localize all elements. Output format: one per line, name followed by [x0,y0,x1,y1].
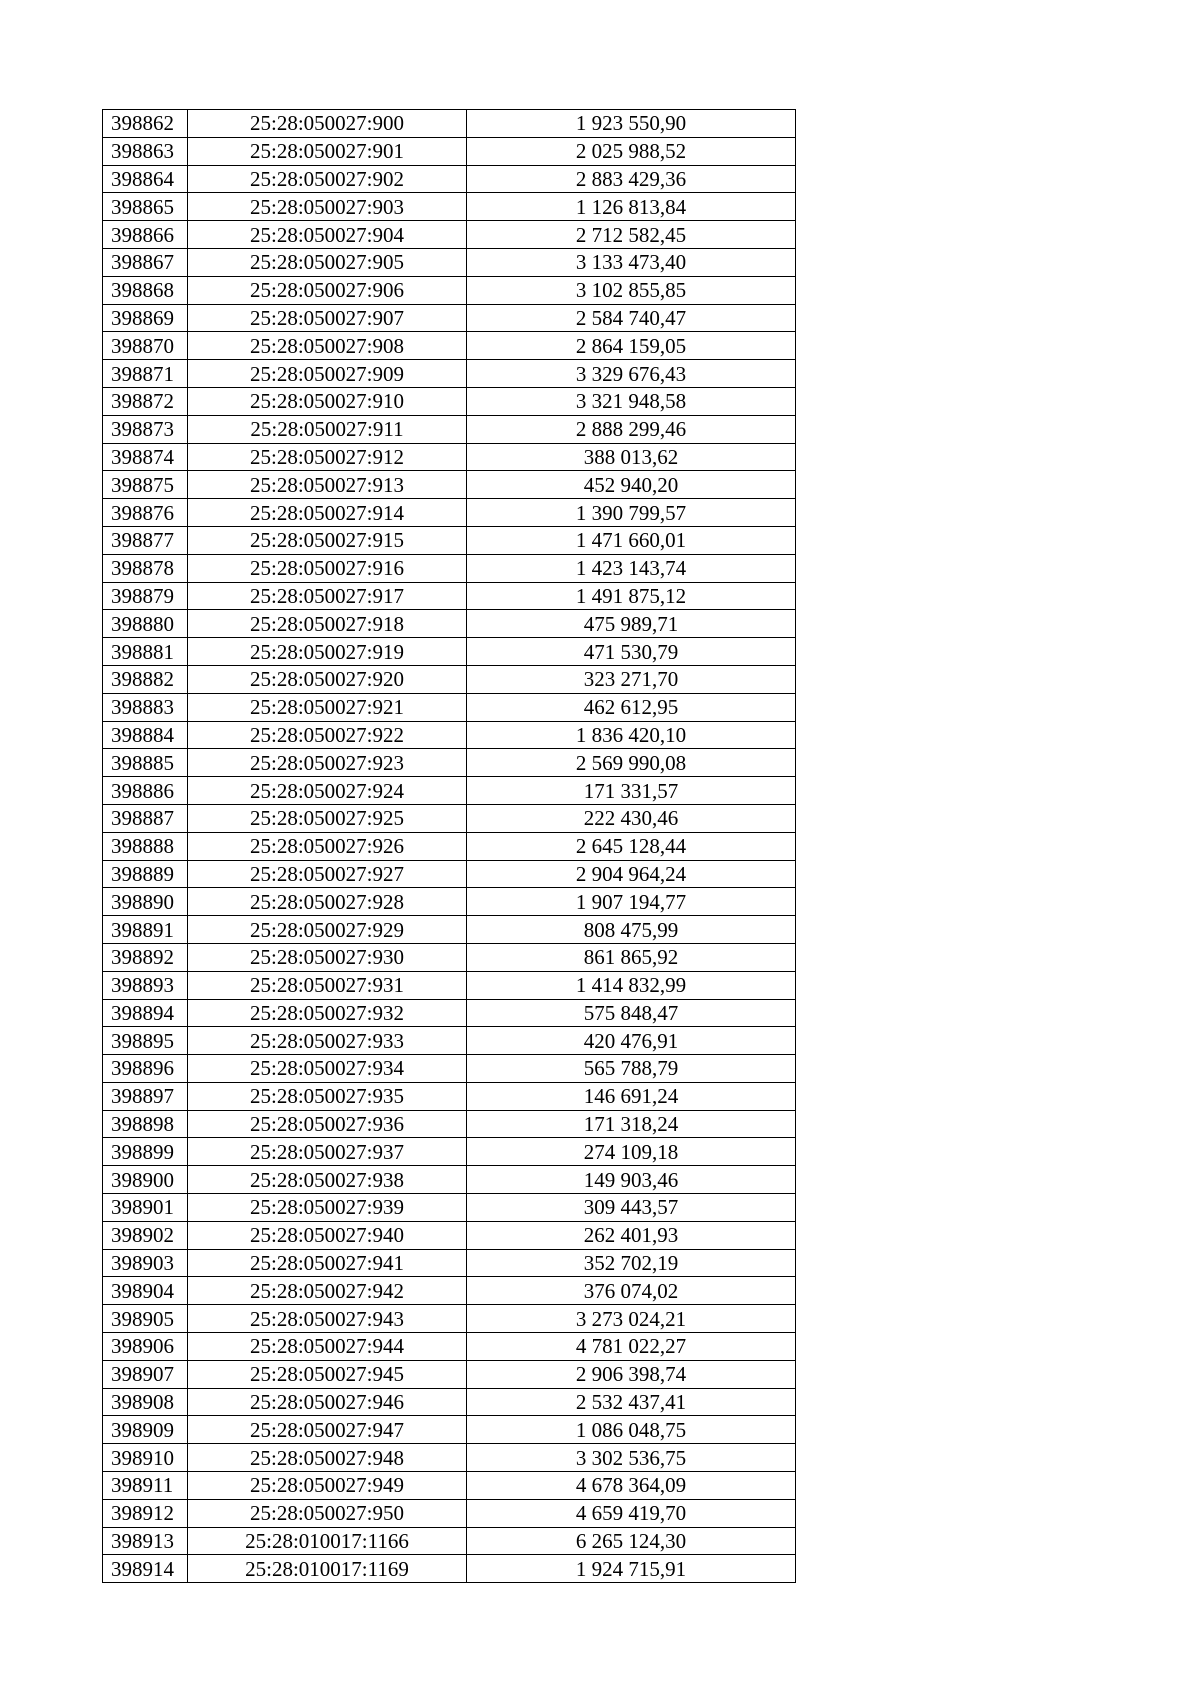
table-row [103,638,796,666]
table-row [103,554,796,582]
cadastral-number-cell: 25:28:050027:923 [188,749,467,777]
table-row [103,999,796,1027]
cadastral-number-cell: 25:28:050027:935 [188,1082,467,1110]
cadastral-number-cell: 25:28:050027:906 [188,276,467,304]
cadastral-number-cell: 25:28:050027:934 [188,1055,467,1083]
row-number-cell: 398899 [103,1138,188,1166]
row-number-cell: 398911 [103,1472,188,1500]
row-number-cell: 398908 [103,1388,188,1416]
cadastral-value-table [102,109,796,1583]
table-row [103,888,796,916]
table-row [103,526,796,554]
cadastral-value-cell: 222 430,46 [467,804,796,832]
cadastral-value-cell: 376 074,02 [467,1277,796,1305]
table-row [103,1499,796,1527]
cadastral-number-cell: 25:28:050027:907 [188,304,467,332]
table-row [103,1110,796,1138]
row-number-cell: 398878 [103,554,188,582]
table-row [103,943,796,971]
table-row [103,1388,796,1416]
row-number-cell: 398865 [103,193,188,221]
row-number-cell: 398893 [103,971,188,999]
table-row [103,749,796,777]
cadastral-number-cell: 25:28:050027:940 [188,1221,467,1249]
cadastral-number-cell: 25:28:050027:916 [188,554,467,582]
table-row [103,248,796,276]
table-body [103,110,796,1583]
cadastral-value-cell: 323 271,70 [467,665,796,693]
row-number-cell: 398862 [103,110,188,138]
table-row [103,832,796,860]
cadastral-value-cell: 565 788,79 [467,1055,796,1083]
row-number-cell: 398895 [103,1027,188,1055]
table-row [103,1444,796,1472]
cadastral-number-cell: 25:28:050027:941 [188,1249,467,1277]
cadastral-number-cell: 25:28:050027:903 [188,193,467,221]
cadastral-number-cell: 25:28:050027:921 [188,693,467,721]
row-number-cell: 398885 [103,749,188,777]
row-number-cell: 398889 [103,860,188,888]
row-number-cell: 398900 [103,1166,188,1194]
table-row [103,721,796,749]
cadastral-value-cell: 1 086 048,75 [467,1416,796,1444]
cadastral-value-cell: 262 401,93 [467,1221,796,1249]
table-row [103,1527,796,1555]
cadastral-number-cell: 25:28:050027:947 [188,1416,467,1444]
cadastral-number-cell: 25:28:050027:917 [188,582,467,610]
row-number-cell: 398904 [103,1277,188,1305]
row-number-cell: 398882 [103,665,188,693]
row-number-cell: 398870 [103,332,188,360]
row-number-cell: 398875 [103,471,188,499]
table-row [103,1027,796,1055]
cadastral-value-cell: 6 265 124,30 [467,1527,796,1555]
cadastral-value-cell: 171 318,24 [467,1110,796,1138]
row-number-cell: 398892 [103,943,188,971]
table-row [103,165,796,193]
row-number-cell: 398905 [103,1305,188,1333]
cadastral-value-cell: 2 584 740,47 [467,304,796,332]
cadastral-value-cell: 1 414 832,99 [467,971,796,999]
row-number-cell: 398879 [103,582,188,610]
table-row [103,499,796,527]
table-row [103,610,796,638]
cadastral-number-cell: 25:28:050027:910 [188,387,467,415]
table-row [103,1082,796,1110]
cadastral-value-cell: 1 390 799,57 [467,499,796,527]
row-number-cell: 398874 [103,443,188,471]
cadastral-number-cell: 25:28:050027:949 [188,1472,467,1500]
cadastral-value-cell: 2 532 437,41 [467,1388,796,1416]
row-number-cell: 398881 [103,638,188,666]
cadastral-value-cell: 2 712 582,45 [467,221,796,249]
cadastral-value-cell: 2 025 988,52 [467,137,796,165]
cadastral-number-cell: 25:28:050027:902 [188,165,467,193]
cadastral-value-cell: 274 109,18 [467,1138,796,1166]
row-number-cell: 398891 [103,916,188,944]
cadastral-number-cell: 25:28:050027:942 [188,1277,467,1305]
table-row [103,387,796,415]
table-row [103,665,796,693]
cadastral-number-cell: 25:28:050027:930 [188,943,467,971]
row-number-cell: 398863 [103,137,188,165]
cadastral-value-cell: 309 443,57 [467,1194,796,1222]
cadastral-number-cell: 25:28:050027:913 [188,471,467,499]
table-row [103,221,796,249]
table-row [103,693,796,721]
cadastral-number-cell: 25:28:050027:944 [188,1333,467,1361]
cadastral-value-cell: 1 126 813,84 [467,193,796,221]
cadastral-value-cell: 352 702,19 [467,1249,796,1277]
cadastral-value-cell: 388 013,62 [467,443,796,471]
cadastral-number-cell: 25:28:050027:919 [188,638,467,666]
row-number-cell: 398903 [103,1249,188,1277]
cadastral-number-cell: 25:28:050027:943 [188,1305,467,1333]
cadastral-value-cell: 3 329 676,43 [467,360,796,388]
row-number-cell: 398909 [103,1416,188,1444]
cadastral-number-cell: 25:28:050027:928 [188,888,467,916]
cadastral-number-cell: 25:28:050027:927 [188,860,467,888]
cadastral-number-cell: 25:28:050027:939 [188,1194,467,1222]
cadastral-value-cell: 575 848,47 [467,999,796,1027]
cadastral-value-cell: 1 423 143,74 [467,554,796,582]
cadastral-number-cell: 25:28:050027:926 [188,832,467,860]
table-row [103,304,796,332]
cadastral-value-cell: 475 989,71 [467,610,796,638]
row-number-cell: 398880 [103,610,188,638]
cadastral-value-cell: 861 865,92 [467,943,796,971]
cadastral-number-cell: 25:28:050027:937 [188,1138,467,1166]
row-number-cell: 398864 [103,165,188,193]
cadastral-number-cell: 25:28:050027:933 [188,1027,467,1055]
table-row [103,916,796,944]
table-row [103,971,796,999]
cadastral-value-cell: 1 471 660,01 [467,526,796,554]
table-row [103,1555,796,1583]
table-row [103,777,796,805]
row-number-cell: 398898 [103,1110,188,1138]
row-number-cell: 398912 [103,1499,188,1527]
cadastral-number-cell: 25:28:050027:925 [188,804,467,832]
cadastral-value-cell: 2 569 990,08 [467,749,796,777]
cadastral-value-cell: 420 476,91 [467,1027,796,1055]
cadastral-number-cell: 25:28:010017:1169 [188,1555,467,1583]
cadastral-value-cell: 2 864 159,05 [467,332,796,360]
cadastral-value-cell: 1 924 715,91 [467,1555,796,1583]
cadastral-value-cell: 171 331,57 [467,777,796,805]
table-row [103,137,796,165]
cadastral-value-cell: 4 659 419,70 [467,1499,796,1527]
table-row [103,1416,796,1444]
cadastral-value-cell: 2 906 398,74 [467,1360,796,1388]
cadastral-value-cell: 1 491 875,12 [467,582,796,610]
table-row [103,1305,796,1333]
table-row [103,1249,796,1277]
table-row [103,1166,796,1194]
cadastral-number-cell: 25:28:050027:922 [188,721,467,749]
cadastral-number-cell: 25:28:050027:946 [188,1388,467,1416]
row-number-cell: 398871 [103,360,188,388]
row-number-cell: 398883 [103,693,188,721]
cadastral-value-cell: 4 781 022,27 [467,1333,796,1361]
cadastral-value-cell: 3 273 024,21 [467,1305,796,1333]
cadastral-value-cell: 808 475,99 [467,916,796,944]
cadastral-number-cell: 25:28:050027:912 [188,443,467,471]
cadastral-value-cell: 1 923 550,90 [467,110,796,138]
row-number-cell: 398894 [103,999,188,1027]
row-number-cell: 398890 [103,888,188,916]
cadastral-number-cell: 25:28:050027:918 [188,610,467,638]
table-row [103,471,796,499]
cadastral-number-cell: 25:28:050027:911 [188,415,467,443]
row-number-cell: 398888 [103,832,188,860]
cadastral-number-cell: 25:28:050027:945 [188,1360,467,1388]
row-number-cell: 398876 [103,499,188,527]
row-number-cell: 398901 [103,1194,188,1222]
table-row [103,582,796,610]
row-number-cell: 398866 [103,221,188,249]
cadastral-value-cell: 149 903,46 [467,1166,796,1194]
cadastral-number-cell: 25:28:050027:932 [188,999,467,1027]
cadastral-value-cell: 1 836 420,10 [467,721,796,749]
cadastral-number-cell: 25:28:050027:920 [188,665,467,693]
row-number-cell: 398886 [103,777,188,805]
cadastral-value-cell: 3 102 855,85 [467,276,796,304]
cadastral-number-cell: 25:28:050027:900 [188,110,467,138]
cadastral-value-cell: 3 133 473,40 [467,248,796,276]
table-row [103,1360,796,1388]
cadastral-number-cell: 25:28:050027:904 [188,221,467,249]
cadastral-number-cell: 25:28:010017:1166 [188,1527,467,1555]
cadastral-value-cell: 3 321 948,58 [467,387,796,415]
row-number-cell: 398887 [103,804,188,832]
cadastral-value-cell: 471 530,79 [467,638,796,666]
row-number-cell: 398868 [103,276,188,304]
cadastral-number-cell: 25:28:050027:905 [188,248,467,276]
table-row [103,193,796,221]
cadastral-value-cell: 2 645 128,44 [467,832,796,860]
cadastral-value-cell: 3 302 536,75 [467,1444,796,1472]
cadastral-number-cell: 25:28:050027:936 [188,1110,467,1138]
cadastral-value-cell: 1 907 194,77 [467,888,796,916]
row-number-cell: 398897 [103,1082,188,1110]
row-number-cell: 398910 [103,1444,188,1472]
row-number-cell: 398913 [103,1527,188,1555]
row-number-cell: 398884 [103,721,188,749]
cadastral-number-cell: 25:28:050027:950 [188,1499,467,1527]
table-row [103,1333,796,1361]
cadastral-number-cell: 25:28:050027:924 [188,777,467,805]
row-number-cell: 398872 [103,387,188,415]
cadastral-value-cell: 146 691,24 [467,1082,796,1110]
cadastral-number-cell: 25:28:050027:938 [188,1166,467,1194]
cadastral-value-cell: 2 904 964,24 [467,860,796,888]
table-row [103,360,796,388]
cadastral-number-cell: 25:28:050027:909 [188,360,467,388]
table-row [103,332,796,360]
row-number-cell: 398896 [103,1055,188,1083]
cadastral-value-cell: 2 883 429,36 [467,165,796,193]
row-number-cell: 398867 [103,248,188,276]
row-number-cell: 398877 [103,526,188,554]
cadastral-number-cell: 25:28:050027:901 [188,137,467,165]
cadastral-value-cell: 4 678 364,09 [467,1472,796,1500]
cadastral-number-cell: 25:28:050027:914 [188,499,467,527]
cadastral-number-cell: 25:28:050027:948 [188,1444,467,1472]
cadastral-number-cell: 25:28:050027:908 [188,332,467,360]
cadastral-number-cell: 25:28:050027:929 [188,916,467,944]
cadastral-value-cell: 452 940,20 [467,471,796,499]
table-row [103,860,796,888]
table-row [103,1277,796,1305]
table-row [103,1472,796,1500]
table-row [103,804,796,832]
row-number-cell: 398902 [103,1221,188,1249]
cadastral-value-cell: 2 888 299,46 [467,415,796,443]
row-number-cell: 398869 [103,304,188,332]
table-row [103,1194,796,1222]
table-row [103,276,796,304]
cadastral-value-cell: 462 612,95 [467,693,796,721]
table-row [103,110,796,138]
table-row [103,1055,796,1083]
table-row [103,443,796,471]
row-number-cell: 398906 [103,1333,188,1361]
cadastral-number-cell: 25:28:050027:931 [188,971,467,999]
row-number-cell: 398873 [103,415,188,443]
table-row [103,415,796,443]
row-number-cell: 398907 [103,1360,188,1388]
table-row [103,1138,796,1166]
row-number-cell: 398914 [103,1555,188,1583]
cadastral-number-cell: 25:28:050027:915 [188,526,467,554]
table-row [103,1221,796,1249]
